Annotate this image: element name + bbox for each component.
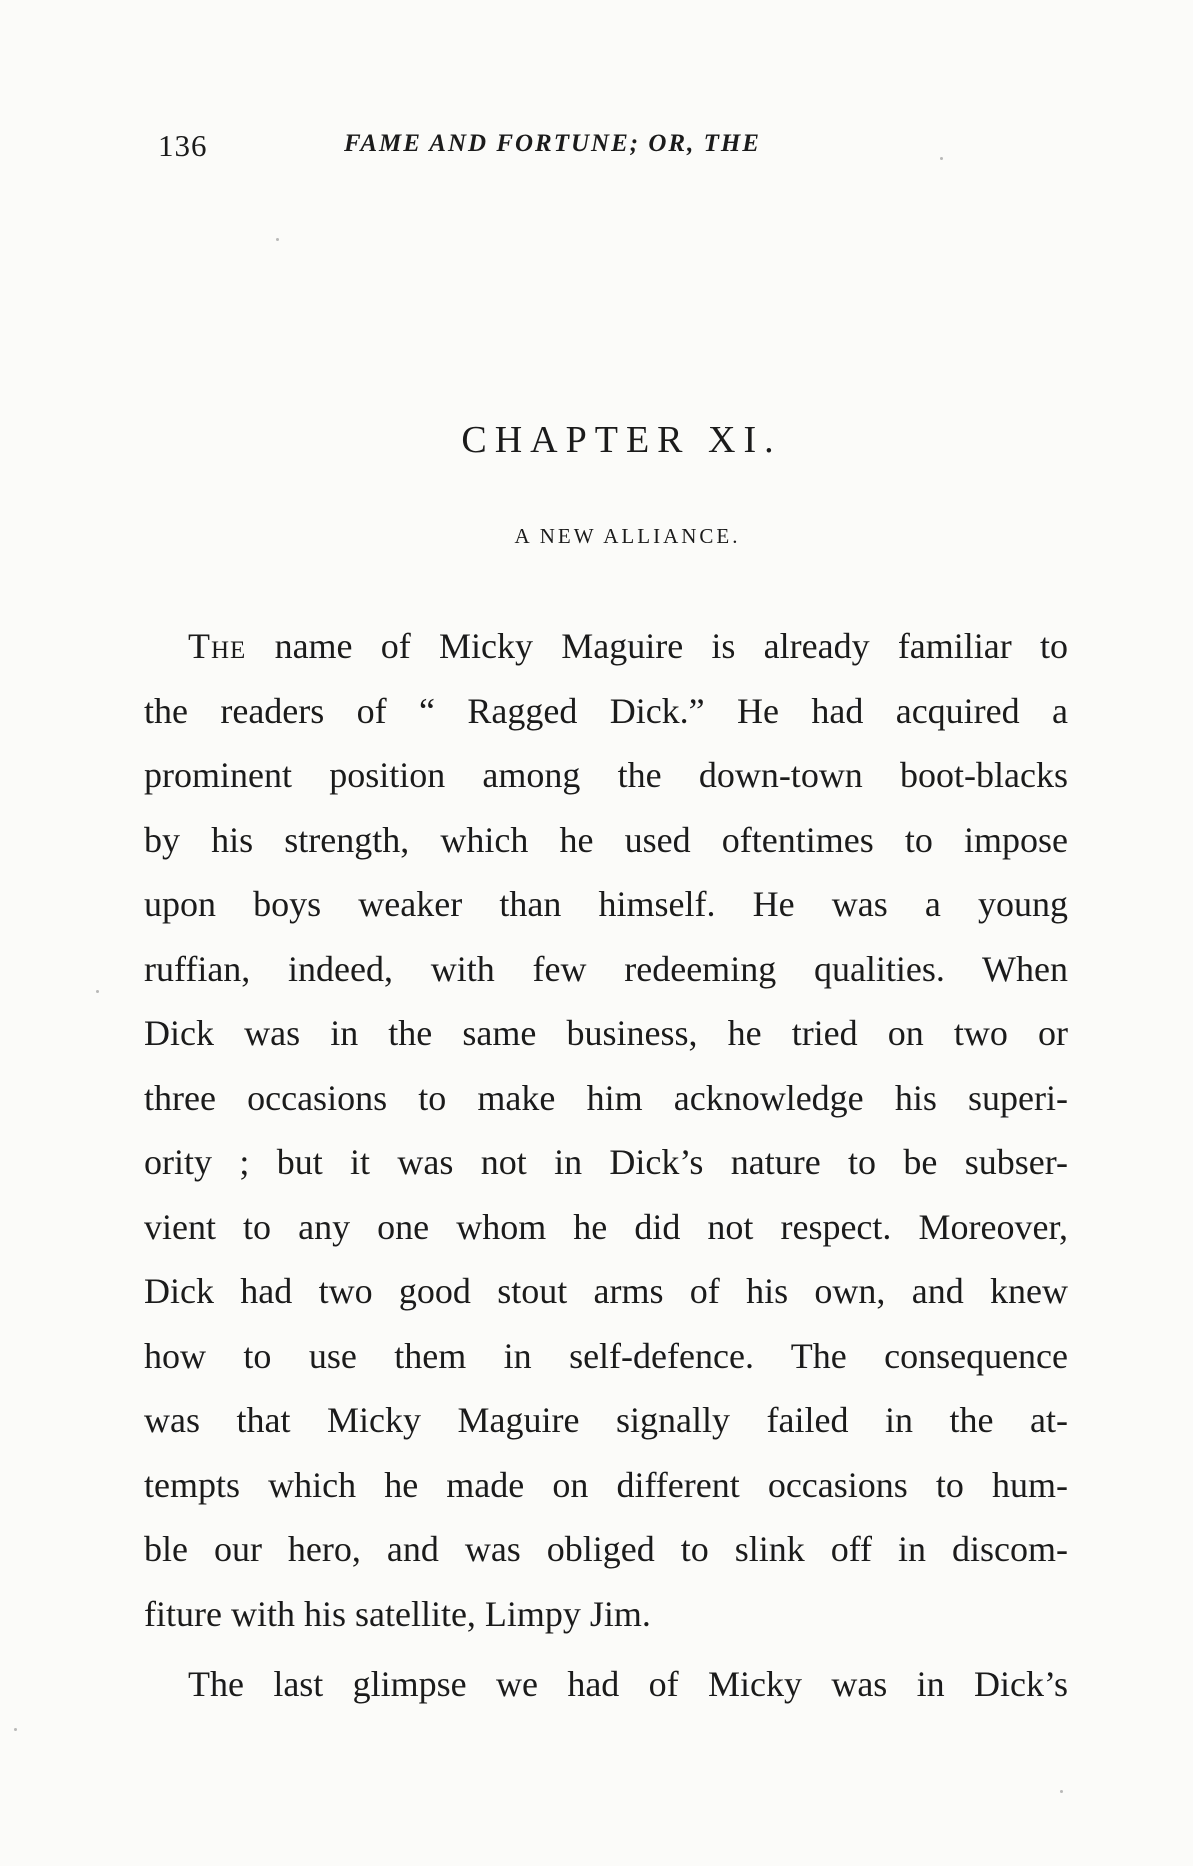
drop-word: The xyxy=(188,626,247,666)
text-line: fiture with his satellite, Limpy Jim. xyxy=(144,1593,651,1634)
text-line: Dick was in the same business, he tried on two or xyxy=(144,1013,1068,1053)
text-line: tempts which he made on different occasions to hum- xyxy=(144,1464,1068,1505)
text-line: was that Micky Maguire signally failed in the at- xyxy=(144,1400,1068,1440)
body-text xyxy=(144,614,1068,1717)
text-line: by his strength, which he used oftentimes to impose xyxy=(144,819,1068,860)
page-number: 136 xyxy=(158,128,208,163)
text-line: ority ; but it was not in Dick’s nature to be subser- xyxy=(144,1142,1068,1182)
text-line: The last glimpse we had of Micky was in Dick’s xyxy=(188,1664,1068,1704)
running-head xyxy=(158,128,918,168)
text-line: vient to any one whom he did not respect. Moreover, xyxy=(144,1206,1068,1247)
running-title: FAME AND FORTUNE; OR, THE xyxy=(344,130,761,157)
text-line xyxy=(144,614,1068,679)
text-line: ble our hero, and was obliged to slink off in discom- xyxy=(144,1529,1068,1569)
text-line: how to use them in self-defence. The consequence xyxy=(144,1335,1068,1376)
paper-speck xyxy=(96,990,99,993)
paper-speck xyxy=(276,238,279,241)
text-line: upon boys weaker than himself. He was a young xyxy=(144,884,1068,924)
paper-speck xyxy=(14,1728,17,1731)
chapter-title: CHAPTER XI. xyxy=(461,419,782,461)
text-line: ruffian, indeed, with few redeeming qualities. When xyxy=(144,948,1068,989)
chapter-subtitle: A NEW ALLIANCE. xyxy=(514,524,741,548)
paper-speck xyxy=(940,157,943,160)
text-line: prominent position among the down-town boot-blacks xyxy=(144,755,1068,795)
text-line-content: name of Micky Maguire is already familiar to xyxy=(246,626,1068,666)
text-line: Dick had two good stout arms of his own, and knew xyxy=(144,1271,1068,1311)
text-line: three occasions to make him acknowledge his superi- xyxy=(144,1077,1068,1118)
text-line: the readers of “ Ragged Dick.” He had acquired a xyxy=(144,690,1068,731)
paper-speck xyxy=(1060,1790,1063,1793)
